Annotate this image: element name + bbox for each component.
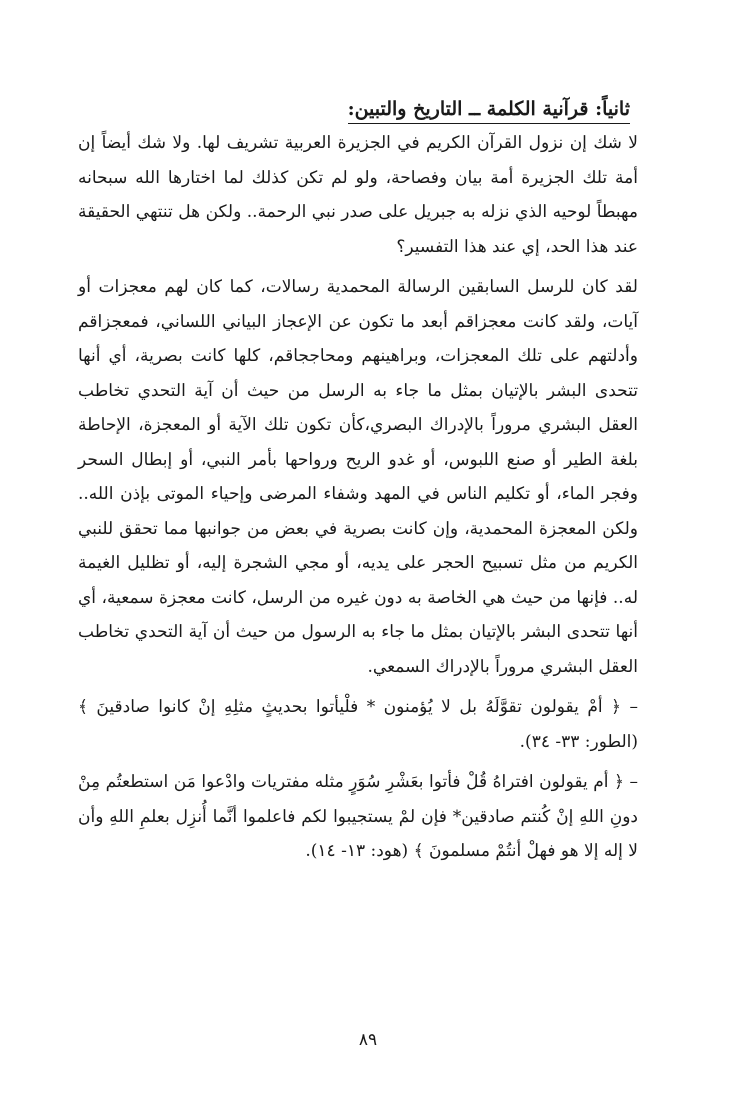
quran-quote-2: – ﴿ أم يقولون افتراهُ قُلْ فأتوا بعَشْرِ سُوَرٍ مثله مفتريات وادْعوا مَن استطعتُم مِنْ دونِ اللهِ إنْ كُنتم صادقين* فإن لمْ يستجيبوا لكم فاعلموا أنَّما أُنزِل بعلمِ اللهِ وأن لا إله إلا هو فهلْ أنتُمْ مسلمونَ ﴾ (هود: ١٣- ١٤). <box>78 772 638 861</box>
page-content <box>78 92 638 875</box>
paragraph-1: لا شك إن نزول القرآن الكريم في الجزيرة العربية تشريف لها. ولا شك أيضاً إن أمة تلك الجزيرة أمة بيان وفصاحة، ولو لم تكن كذلك لما اختارها الله سبحانه مهبطاً لوحيه الذي نزله به جبريل على صدر نبي الرحمة.. ولكن هل تنتهي الحقيقة عند هذا الحد، إي عند هذا التفسير؟ <box>78 133 638 257</box>
section-heading-underlined <box>348 96 630 124</box>
page-number: ٨٩ <box>358 1030 378 1050</box>
paragraph-2: لقد كان للرسل السابقين الرسالة المحمدية رسالات، كما كان لهم معجزات أو آيات، ولقد كانت معجزاقم أبعد ما تكون عن الإعجاز البياني اللساني، فمعجزاقم وأدلتهم على تلك المعجزات، وبراهينهم ومحاججاقم، كلها كانت بصرية، أي أنها تتحدى البشر بالإتيان بمثل ما جاء به الرسل من حيث أن آية التحدي تخاطب العقل البشري مروراً بالإدراك البصري،كأن تكون تلك الآية أو المعجزة، الإحاطة بلغة الطير أو صنع اللبوس، أو غدو الريح ورواحها بأمر النبي، أو إبطال السحر وفجر الماء، أو تكليم الناس في المهد وشفاء المرضى وإحياء الموتى بإذن الله.. ولكن المعجزة المحمدية، وإن كانت بصرية في بعض من جوانبها مما تحقق للنبي الكريم من مثل تسبيح الحجر على يديه، أو مجي الشجرة إليه، أو تظليل الغيمة له.. فإنها من حيث هي الخاصة به دون غيره من الرسل، كانت معجزة سمعية، أي أنها تتحدى البشر بالإتيان بمثل ما جاء به الرسول من حيث أن آية التحدي تخاطب العقل البشري مروراً بالإدراك السمعي. <box>78 277 638 677</box>
heading-title: قرآنية الكلمة ــ التاريخ والتبين: <box>347 98 589 120</box>
quran-quote-1: – ﴿ أمْ يقولون تقوَّلَهُ بل لا يُؤمنون * فلْيأتوا بحديثٍ مثلِهِ إنْ كانوا صادقينَ ﴾ (الطور: ٣٣- ٣٤). <box>78 697 638 752</box>
heading-prefix: ثانياً: <box>595 98 630 120</box>
section-heading <box>78 92 630 126</box>
